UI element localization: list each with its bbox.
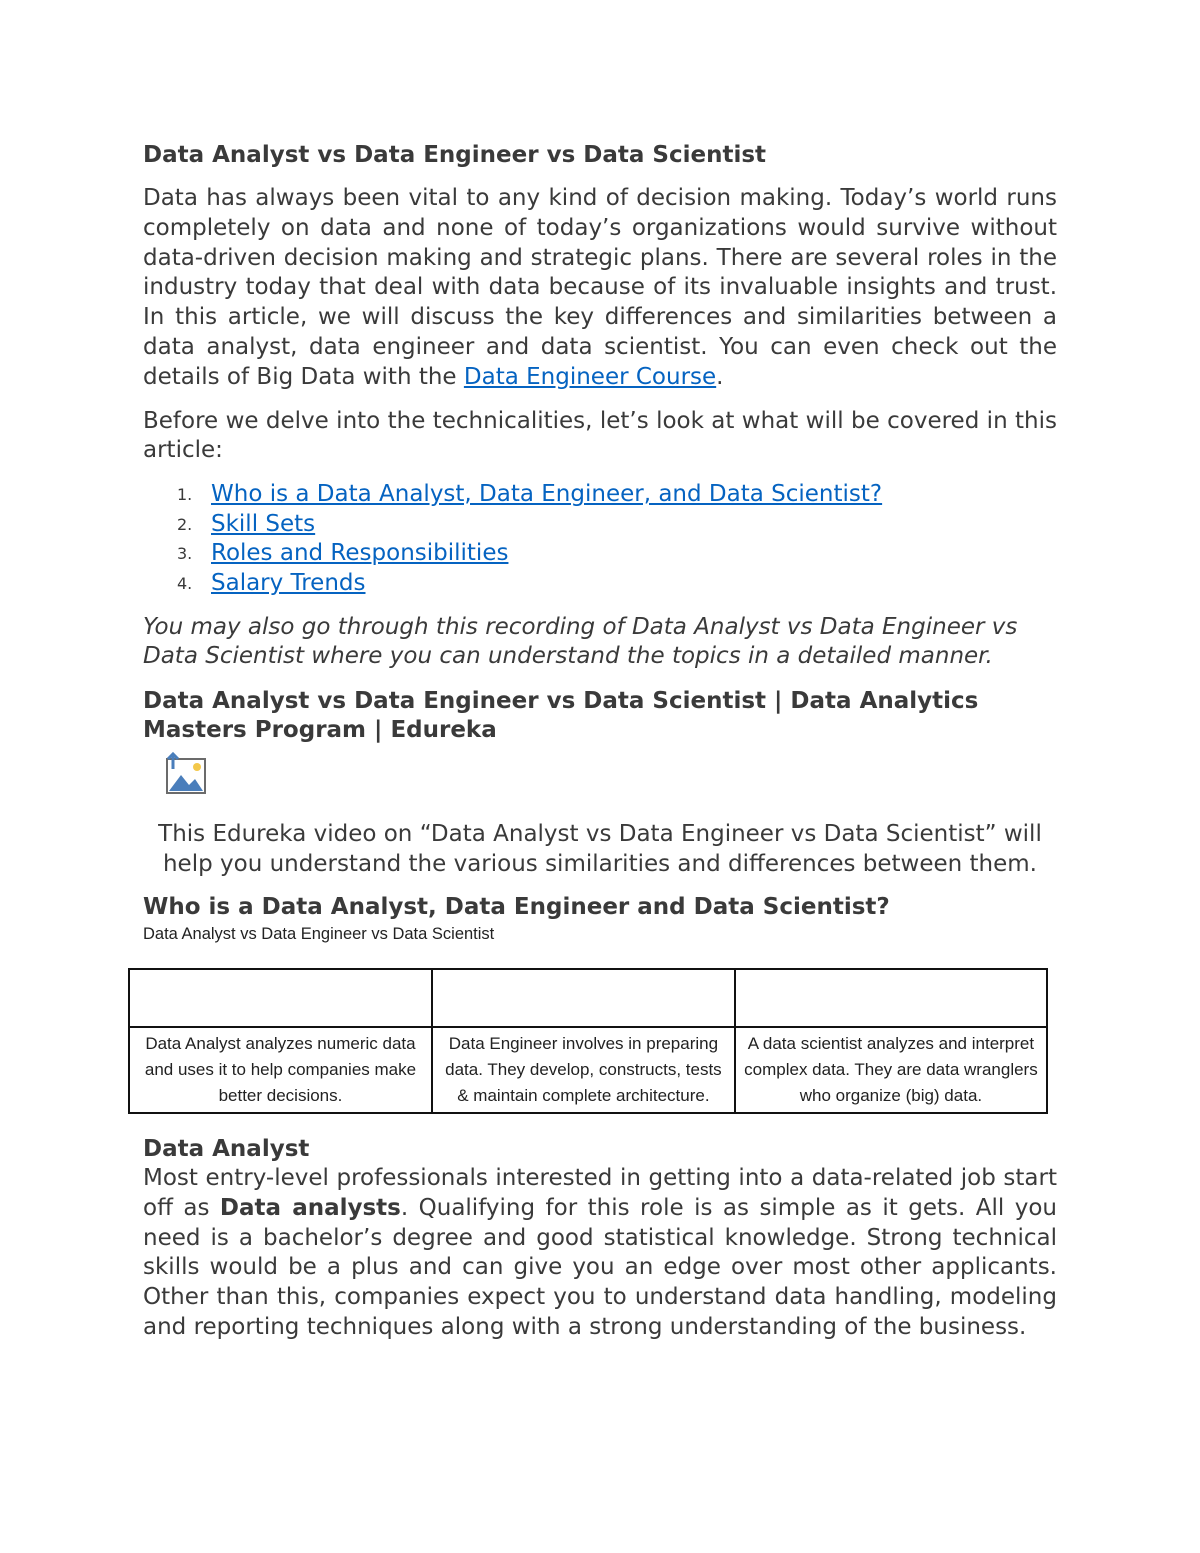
- toc-number: 3.: [177, 544, 193, 564]
- page-title: Data Analyst vs Data Engineer vs Data Scientist: [143, 142, 767, 168]
- intro-end: .: [716, 363, 724, 390]
- data-engineer-course-link[interactable]: Data Engineer Course: [463, 363, 717, 390]
- before-paragraph: Before we delve into the technicalities, let’s look at what will be covered in this article:: [143, 407, 1057, 464]
- video-title: Data Analyst vs Data Engineer vs Data Scientist | Data Analytics Masters Program | Edureka: [143, 687, 979, 743]
- toc-number: 1.: [177, 485, 193, 505]
- toc-list: [143, 480, 1057, 598]
- analyst-cell: Data Analyst analyzes numeric data and uses it to help companies make better decisions.: [129, 1027, 432, 1113]
- toc-link-who[interactable]: Who is a Data Analyst, Data Engineer, and Data Scientist?: [211, 481, 883, 508]
- toc-number: 4.: [177, 573, 193, 593]
- intro-text: Data has always been vital to any kind of decision making. Today’s world runs completely on data and none of today’s organizations would survive without data-driven decision making and strategic plans. There are several roles in the industry today that deal with data because of its invaluable insights and trust. In this article, we will discuss the key differences and similarities between a data analyst, data engineer and data scientist. You can even check out the details of Big Data with the: [143, 185, 1057, 390]
- data-analyst-paragraph: [143, 1164, 1057, 1343]
- document-body: [143, 140, 1057, 958]
- analyst-bold: Data analysts: [219, 1194, 401, 1221]
- table-row: [129, 1027, 1047, 1113]
- table-header-cell: [735, 969, 1047, 1027]
- table-header-cell: [432, 969, 735, 1027]
- who-heading: Who is a Data Analyst, Data Engineer and Data Scientist?: [143, 893, 890, 920]
- data-analyst-section: [143, 1134, 1057, 1343]
- comparison-table: [128, 968, 1048, 1114]
- toc-number: 2.: [177, 514, 193, 534]
- recording-note: You may also go through this recording of Data Analyst vs Data Engineer vs Data Scientist where you can understand the topics in a detailed manner.: [143, 613, 1018, 669]
- table-header-cell: [129, 969, 432, 1027]
- table-header-row: [129, 969, 1047, 1027]
- analyst-text-b: . Qualifying for this role is as simple as it gets. All you need is a bachelor’s degree and good statistical knowledge. Strong technical skills would be a plus and can give you an edge over most other applicants. Other than this, companies expect you to understand data handling, modeling and reporting techniques along with a strong understanding of the business.: [143, 1194, 1057, 1340]
- video-description: This Edureka video on “Data Analyst vs Data Engineer vs Data Scientist” will help you understand the various similarities and differences between them.: [158, 820, 1042, 877]
- engineer-cell: Data Engineer involves in preparing data. They develop, constructs, tests & maintain complete architecture.: [432, 1027, 735, 1113]
- table-caption: Data Analyst vs Data Engineer vs Data Scientist: [143, 924, 495, 943]
- toc-link-salary[interactable]: Salary Trends: [211, 569, 366, 596]
- toc-link-skills[interactable]: Skill Sets: [211, 510, 316, 537]
- toc-link-roles[interactable]: Roles and Responsibilities: [211, 540, 509, 567]
- analyst-text-a: Most entry-level professionals interested in getting into a data-related job start off as: [143, 1165, 1057, 1221]
- toc-item: [143, 510, 1057, 540]
- data-analyst-heading: Data Analyst: [143, 1136, 310, 1162]
- toc-item: [143, 569, 1057, 599]
- toc-item: [143, 539, 1057, 569]
- intro-paragraph: [143, 184, 1057, 393]
- toc-item: [143, 480, 1057, 510]
- scientist-cell: A data scientist analyzes and interpret complex data. They are data wranglers who organize (big) data.: [735, 1027, 1047, 1113]
- image-placeholder-icon[interactable]: [163, 751, 211, 799]
